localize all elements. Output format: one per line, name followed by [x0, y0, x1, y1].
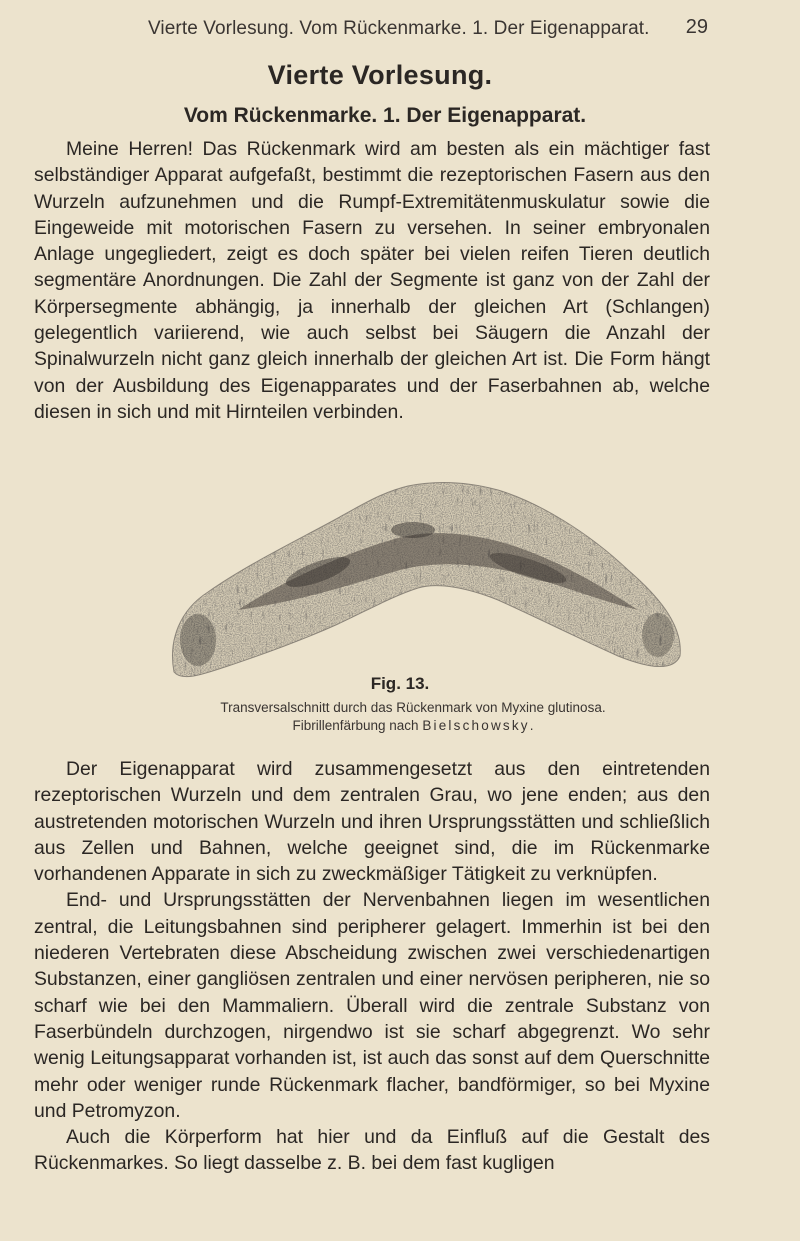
paragraph: Der Eigenapparat wird zusammengesetzt aus den eintretenden rezeptorischen Wurzeln und dem zentralen Grau, wo jene enden; aus den austretenden motorischen Wurzeln und ihren Ursprungsstätten und schließlich aus Zellen und Bahnen, welche geeignet sind, die im Rückenmarke vorhandenen Apparate in sich zu zweckmäßiger Tätigkeit zu verknüpfen. — [34, 758, 710, 886]
figure-caption-staining — [0, 718, 800, 733]
paragraph: Meine Herren! Das Rückenmark wird am besten als ein mächtiger fast selbständiger Apparat aufgefaßt, bestimmt die rezeptorischen Fasern aus den Wurzeln aufzunehmen und die Rumpf-Extremitätenmuskulatur sowie die Eingeweide mit motorischen Fasern zu versehen. In seiner embryonalen Anlage ungegliedert, zeigt es doch später bei vielen reifen Tieren deutlich segmentäre Anordnungen. Die Zahl der Segmente ist ganz von der Zahl der Körpersegmente abhängig, ja innerhalb der gleichen Art (Schlangen) gelegentlich variierend, wie auch selbst bei Säugern die Anzahl der Spinalwurzeln nicht ganz gleich innerhalb der gleichen Art ist. Die Form hängt von der Ausbildung des Eigenapparates und der Faserbahnen ab, welche diesen in sich und mit Hirnteilen verbinden. — [34, 138, 710, 423]
caption-suffix: . — [529, 718, 534, 733]
caption-prefix: Fibrillenfärbung nach — [292, 718, 423, 733]
spinal-cord-cross-section-figure — [168, 460, 688, 690]
figure-label: Fig. 13. — [370, 674, 430, 693]
running-head: Vierte Vorlesung. Vom Rückenmarke. 1. Der Eigenapparat. — [148, 18, 650, 39]
figure-caption: Transversalschnitt durch das Rückenmark von Myxine glutinosa. — [220, 700, 606, 715]
caption-author: Bielschowsky — [422, 718, 530, 733]
lecture-title: Vierte Vorlesung. — [267, 60, 493, 90]
page-number: 29 — [685, 16, 708, 38]
paragraph: Auch die Körperform hat hier und da Einfluß auf die Gestalt des Rückenmarkes. So liegt dasselbe z. B. bei dem fast kugligen — [34, 1126, 710, 1175]
paragraph: End- und Ursprungsstätten der Nervenbahnen liegen im wesentlichen zentral, die Leitungsbahnen sind peripherer gelagert. Immerhin ist bei den niederen Vertebraten diese Abscheidung zwischen zwei verschiedenartigen Substanzen, einer gangliösen zentralen und einer nervösen peripheren, nie so scharf wie bei den Mammaliern. Überall wird die zentrale Substanz von Faserbündeln durchzogen, nirgendwo ist sie scharf abgegrenzt. Wo sehr wenig Leitungsapparat vorhanden ist, ist auch das sonst auf dem Querschnitte mehr oder weniger runde Rückenmark flacher, bandförmiger, so bei Myxine und Petromyzon. — [34, 889, 710, 1122]
spinal-cord-section-image — [168, 460, 688, 690]
section-title: Vom Rückenmarke. 1. Der Eigenapparat. — [183, 104, 587, 127]
body-text-bottom — [34, 756, 710, 1177]
body-text-top — [34, 136, 710, 425]
